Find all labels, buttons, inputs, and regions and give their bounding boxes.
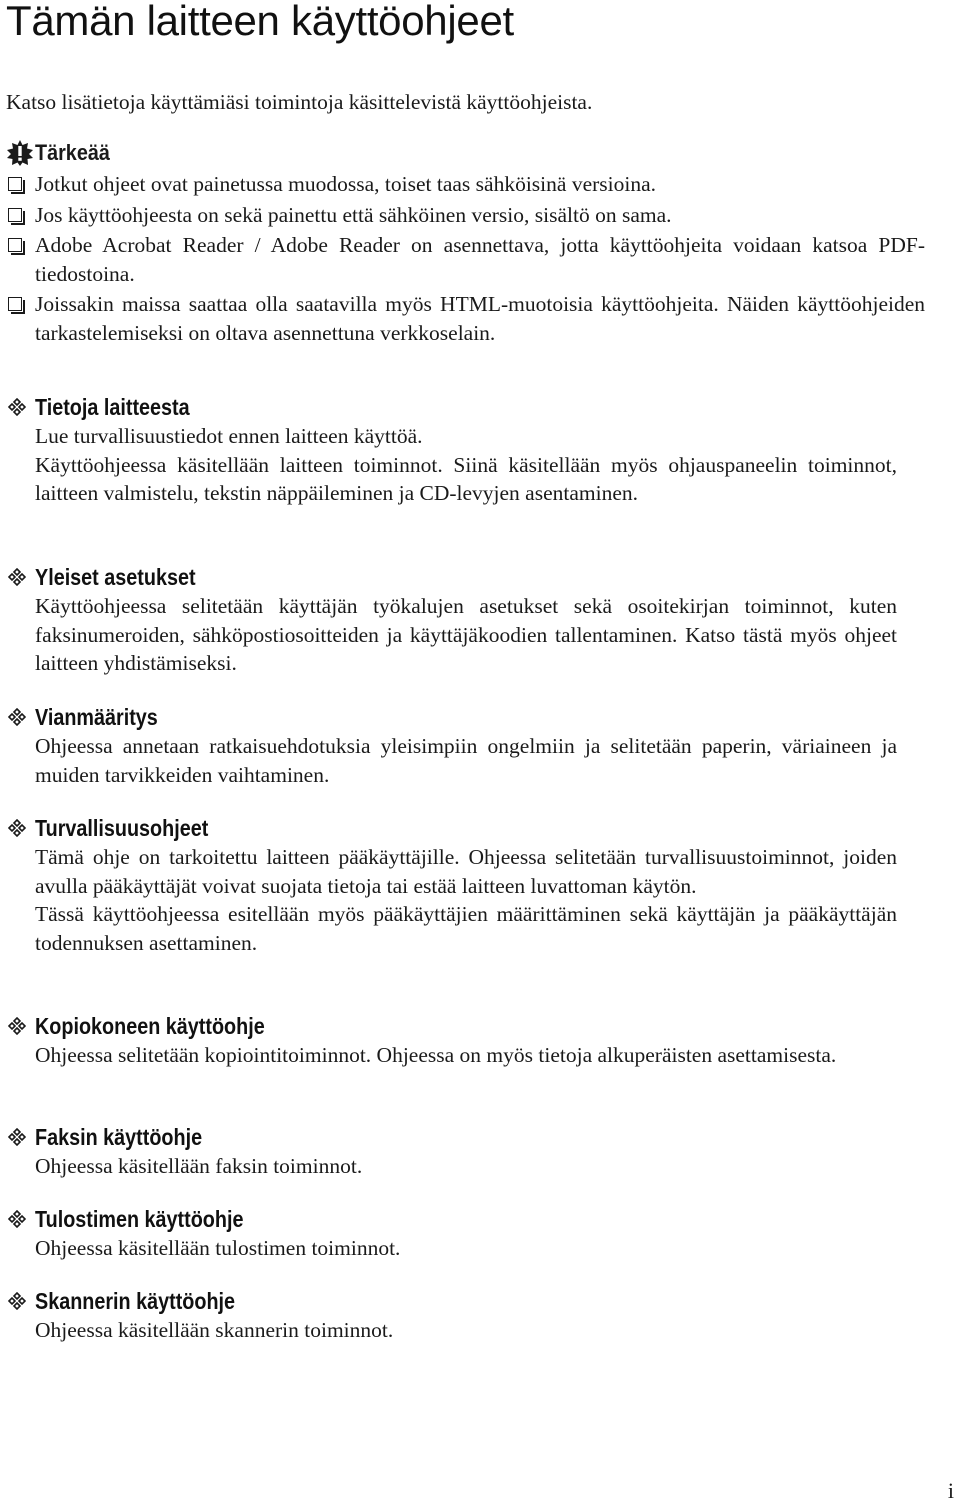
diamond-bullet-icon xyxy=(8,1210,26,1228)
diamond-bullet-icon xyxy=(8,1292,26,1310)
section-title: Tietoja laitteesta xyxy=(35,394,190,420)
section-header xyxy=(6,1286,906,1316)
section-title: Yleiset asetukset xyxy=(35,564,196,590)
section-text: Käyttöohjeessa käsitellään laitteen toiminnot. Siinä käsitellään myös ohjauspaneelin toiminnot, laitteen valmistelu, tekstin näppäileminen ja CD-levyjen asentaminen. xyxy=(35,452,897,505)
list-item-text: Adobe Acrobat Reader / Adobe Reader on asennettava, jotta käyttöohjeita voidaan katsoa PDF-tiedostoina. xyxy=(35,233,925,286)
section-title: Kopiokoneen käyttöohje xyxy=(35,1013,265,1039)
section-text: Ohjeessa käsitellään skannerin toiminnot. xyxy=(35,1318,394,1342)
diamond-bullet-icon xyxy=(8,819,26,837)
section-text: Tämä ohje on tarkoitettu laitteen pääkäyttäjille. Ohjeessa selitetään turvallisuustoiminnot, joiden avulla pääkäyttäjät voivat suojata tietoja tai estää laitteen luvattoman käytön. xyxy=(35,845,897,898)
checkbox-bullet-icon xyxy=(8,177,22,191)
section-tietoja-laitteesta xyxy=(6,392,906,508)
diamond-bullet-icon xyxy=(8,568,26,586)
section-text: Ohjeessa selitetään kopiointitoiminnot. Ohjeessa on myös tietoja alkuperäisten asettamisesta. xyxy=(35,1043,837,1067)
diamond-bullet-icon xyxy=(8,398,26,416)
important-label: Tärkeää xyxy=(35,140,110,165)
section-text: Tässä käyttöohjeessa esitellään myös pääkäyttäjien määrittäminen sekä käyttäjän ja pääkäyttäjän todennuksen asettaminen. xyxy=(35,902,897,955)
important-header xyxy=(6,138,926,168)
section-text: Ohjeessa annetaan ratkaisuehdotuksia yleisimpiin ongelmiin ja selitetään paperin, väriaineen ja muiden tarvikkeiden vaihtaminen. xyxy=(35,734,897,787)
list-item xyxy=(6,170,925,199)
section-title: Turvallisuusohjeet xyxy=(35,815,209,841)
section-title: Skannerin käyttöohje xyxy=(35,1288,236,1314)
section-header xyxy=(6,392,906,422)
section-title: Vianmääritys xyxy=(35,704,158,730)
section-faksin-kayttoohje xyxy=(6,1122,906,1181)
section-kopiokoneen-kayttoohje xyxy=(6,1011,906,1070)
list-item xyxy=(6,201,925,230)
checkbox-bullet-icon xyxy=(8,238,22,252)
section-vianmaaritys xyxy=(6,702,906,789)
page-number: i xyxy=(947,1478,954,1503)
diamond-bullet-icon xyxy=(8,708,26,726)
section-header xyxy=(6,702,906,732)
list-item-text: Joissakin maissa saattaa olla saatavilla myös HTML-muotoisia käyttöohjeita. Näiden käyttöohjeiden tarkastelemiseksi on oltava asennettuna verkkoselain. xyxy=(35,292,925,345)
important-icon xyxy=(6,139,34,167)
section-turvallisuusohjeet xyxy=(6,813,906,957)
checkbox-bullet-icon xyxy=(8,297,22,311)
page-title: Tämän laitteen käyttöohjeet xyxy=(6,0,514,44)
section-header xyxy=(6,1122,906,1152)
section-text: Ohjeessa käsitellään faksin toiminnot. xyxy=(35,1154,363,1178)
diamond-bullet-icon xyxy=(8,1017,26,1035)
important-notice xyxy=(6,138,926,347)
list-item xyxy=(6,290,925,347)
section-text: Käyttöohjeessa selitetään käyttäjän työkalujen asetukset sekä osoitekirjan toiminnot, kuten faksinumeroiden, sähköpostiosoitteiden ja käyttäjäkoodien tallentaminen. Katso tästä myös ohjeet laitteen yhdistämiseksi. xyxy=(35,594,897,675)
section-text: Ohjeessa käsitellään tulostimen toiminnot. xyxy=(35,1236,401,1260)
list-item-text: Jos käyttöohjeesta on sekä painettu että sähköinen versio, sisältö on sama. xyxy=(35,202,672,227)
section-tulostimen-kayttoohje xyxy=(6,1204,906,1263)
checkbox-bullet-icon xyxy=(8,208,22,222)
section-yleiset-asetukset xyxy=(6,562,906,678)
list-item xyxy=(6,231,925,288)
section-header xyxy=(6,1011,906,1041)
section-skannerin-kayttoohje xyxy=(6,1286,906,1345)
intro-text: Katso lisätietoja käyttämiäsi toimintoja käsittelevistä käyttöohjeista. xyxy=(6,90,593,114)
diamond-bullet-icon xyxy=(8,1128,26,1146)
section-text: Lue turvallisuustiedot ennen laitteen käyttöä. xyxy=(35,424,423,448)
section-title: Faksin käyttöohje xyxy=(35,1124,203,1150)
section-header xyxy=(6,1204,906,1234)
list-item-text: Jotkut ohjeet ovat painetussa muodossa, toiset taas sähköisinä versioina. xyxy=(35,172,657,196)
section-header xyxy=(6,562,906,592)
important-list xyxy=(6,170,926,347)
section-header xyxy=(6,813,906,843)
section-title: Tulostimen käyttöohje xyxy=(35,1206,244,1232)
